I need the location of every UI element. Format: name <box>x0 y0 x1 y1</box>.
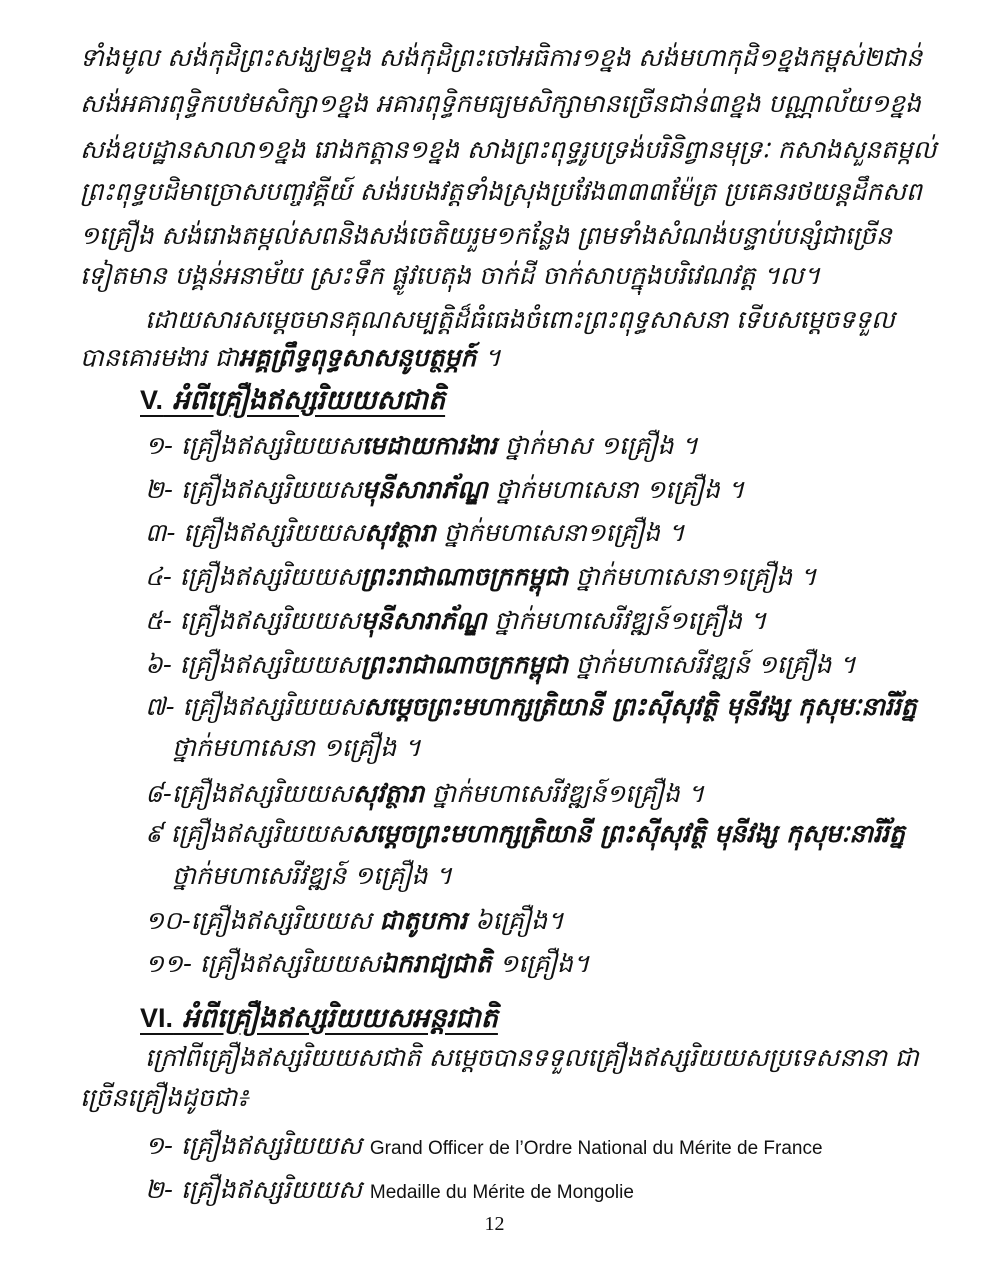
item-title: ព្រះរាជាណាចក្រកម្ពុជា <box>360 562 568 591</box>
list-item <box>145 603 766 639</box>
item-suffix: ថ្នាក់មហាសេនា ១គ្រឿង ។ <box>487 475 745 504</box>
intro-line-2: សង់អគារពុទ្ធិកបឋមសិក្សា១ខ្នង អគារពុទ្ធិកមធ្យមសិក្សាមានច្រើនជាន់៣ខ្នង បណ្ណាល័យ១ខ្នង <box>80 89 921 118</box>
list-item <box>145 1128 823 1167</box>
section-6-title: អំពីគ្រឿងឥស្សរិយយសអន្តរជាតិ <box>173 1003 498 1034</box>
item-prefix: ១០-គ្រឿងឥស្សរិយយស <box>145 906 380 935</box>
item-prefix: ១១- គ្រឿងឥស្សរិយយស <box>145 949 381 978</box>
item-latin-title: Medaille du Mérite de Mongolie <box>369 1182 634 1203</box>
item-suffix: ថ្នាក់មហាសេរីវឌ្ឍន៍ ១គ្រឿង ។ <box>567 650 856 679</box>
item-latin-title: Grand Officer de l’Ordre National du Mérite de France <box>369 1138 823 1159</box>
list-item <box>145 776 704 812</box>
list-item <box>145 816 905 852</box>
item-prefix: ១- គ្រឿងឥស្សរិយយស <box>145 431 362 460</box>
intro-line-3: សង់ឧបដ្ឋានសាលា១ខ្នង រោងកត្តាន១ខ្នង សាងព្រះពុទ្ធរូបទ្រង់បរិនិព្វានមុទ្រៈ កសាងសួនតម្កល់ <box>80 135 937 164</box>
item-title: ព្រះរាជាណាចក្រកម្ពុជា <box>360 650 568 679</box>
list-item <box>145 946 589 982</box>
item-prefix: ៥- គ្រឿងឥស្សរិយយស <box>145 606 361 635</box>
intro-line-1: ទាំងមូល សង់កុដិព្រះសង្ឃ២ខ្នង សង់កុដិព្រះចៅអធិការ១ខ្នង សង់មហាកុដិ១ខ្នងកម្ពស់២ជាន់ <box>80 43 923 72</box>
list-item <box>145 515 684 551</box>
intro-para2-end: ។ <box>476 343 501 372</box>
intro-line-4: ព្រះពុទ្ធបដិមាច្រោសបញ្ចវគ្គីយ៍ សង់របងវត្តទាំងស្រុងប្រវែង៣៣៣ម៉ែត្រ ប្រគេនរថយន្តដឹកសព <box>80 177 922 206</box>
list-item-continuation: ថ្នាក់មហាសេនា ១គ្រឿង ។ <box>172 733 421 762</box>
section-6-intro-line-1: ក្រៅពីគ្រឿងឥស្សរិយយសជាតិ សម្ដេចបានទទួលគ្រឿងឥស្សរិយយសប្រទេសនានា ជា <box>145 1043 919 1072</box>
item-title: សម្ដេចព្រះមហាក្សត្រិយានី ព្រះស៊ីសុវត្ថិ មុនីវង្ស កុសុមៈនារីរ័ត្ន <box>363 692 917 721</box>
list-item <box>145 428 698 464</box>
item-prefix: ៨-គ្រឿងឥស្សរិយយស <box>145 779 353 808</box>
item-prefix: ៦- គ្រឿងឥស្សរិយយស <box>145 650 361 679</box>
page-number: 12 <box>484 1213 505 1235</box>
item-prefix: ៤- គ្រឿងឥស្សរិយយស <box>145 562 361 591</box>
item-prefix: ៣- គ្រឿងឥស្សរិយយស <box>145 518 365 547</box>
section-5-heading <box>140 382 445 419</box>
list-item <box>145 647 856 683</box>
item-suffix: ថ្នាក់មហាសេនា១គ្រឿង ។ <box>567 562 817 591</box>
list-item <box>145 559 817 595</box>
section-6-number: VI. <box>140 1003 174 1033</box>
item-title: មេដាយការងារ <box>361 431 497 460</box>
list-item <box>145 689 917 725</box>
section-6-heading <box>140 1000 498 1037</box>
item-title: សុវត្ថារា <box>352 779 425 808</box>
intro-para2-line-2 <box>80 340 501 376</box>
item-prefix: ១- គ្រឿងឥស្សរិយយស <box>145 1131 370 1160</box>
item-suffix: ថ្នាក់មហាសេនា១គ្រឿង ។ <box>435 518 685 547</box>
list-item <box>145 472 744 508</box>
item-prefix: ៧- គ្រឿងឥស្សរិយយស <box>145 692 364 721</box>
list-item <box>145 1172 634 1211</box>
intro-line-6: ទៀតមាន បង្គន់អនាម័យ ស្រះទឹក ផ្លូវបេតុង ចាក់ដី ចាក់សាបក្នុងបរិវេណវត្ត ។ល។ <box>80 261 821 290</box>
section-5-number: V. <box>140 385 164 415</box>
intro-para2-line-1: ដោយសារសម្ដេចមានគុណសម្បត្តិដ៏ធំធេងចំពោះព្រះពុទ្ធសាសនា ទើបសម្ដេចទទួល <box>145 305 895 334</box>
intro-line-5: ១គ្រឿង សង់រោងតម្កល់សពនិងសង់ចេតិយរួម១កន្លែង ព្រមទាំងសំណង់បន្ទាប់បន្សំជាច្រើន <box>80 221 892 250</box>
item-title: សុវត្ថារា <box>364 518 436 547</box>
item-prefix: ៩ គ្រឿងឥស្សរិយយស <box>145 819 352 848</box>
section-6-intro-line-2: ច្រើនគ្រឿងដូចជា៖ <box>80 1083 249 1112</box>
item-suffix: ថ្នាក់មហាសេរីវឌ្ឍន៍១គ្រឿង ។ <box>424 779 705 808</box>
intro-para2-plain: បានគោរមងារ ជា <box>80 343 239 372</box>
item-title: ជាតូបការ <box>379 906 467 935</box>
item-suffix: ថ្នាក់មាស ១គ្រឿង ។ <box>496 431 698 460</box>
item-suffix: ៦គ្រឿង។ <box>466 906 564 935</box>
item-title: សម្ដេចព្រះមហាក្សត្រិយានី ព្រះស៊ីសុវត្ថិ មុនីវង្ស កុសុមៈនារីរ័ត្ន <box>351 819 905 848</box>
list-item <box>145 903 564 939</box>
intro-para2-title: អគ្គព្រឹទ្ធពុទ្ធសាសនូបត្ថម្ភក៍ <box>238 343 477 372</box>
item-title: ឯករាជ្យជាតិ <box>380 949 492 978</box>
list-item-continuation: ថ្នាក់មហាសេរីវឌ្ឍន៍ ១គ្រឿង ។ <box>172 861 452 890</box>
section-5-title: អំពីគ្រឿងឥស្សរិយយសជាតិ <box>163 385 446 416</box>
item-suffix: ១គ្រឿង។ <box>491 949 590 978</box>
item-title: មុនីសារាភ័ណ្ឌ <box>360 606 487 635</box>
item-title: មុនីសារាភ័ណ្ឌ <box>361 475 488 504</box>
item-prefix: ២- គ្រឿងឥស្សរិយយស <box>145 1175 370 1204</box>
item-prefix: ២- គ្រឿងឥស្សរិយយស <box>145 475 362 504</box>
item-suffix: ថ្នាក់មហាសេរីវឌ្ឍន៍១គ្រឿង ។ <box>486 606 767 635</box>
